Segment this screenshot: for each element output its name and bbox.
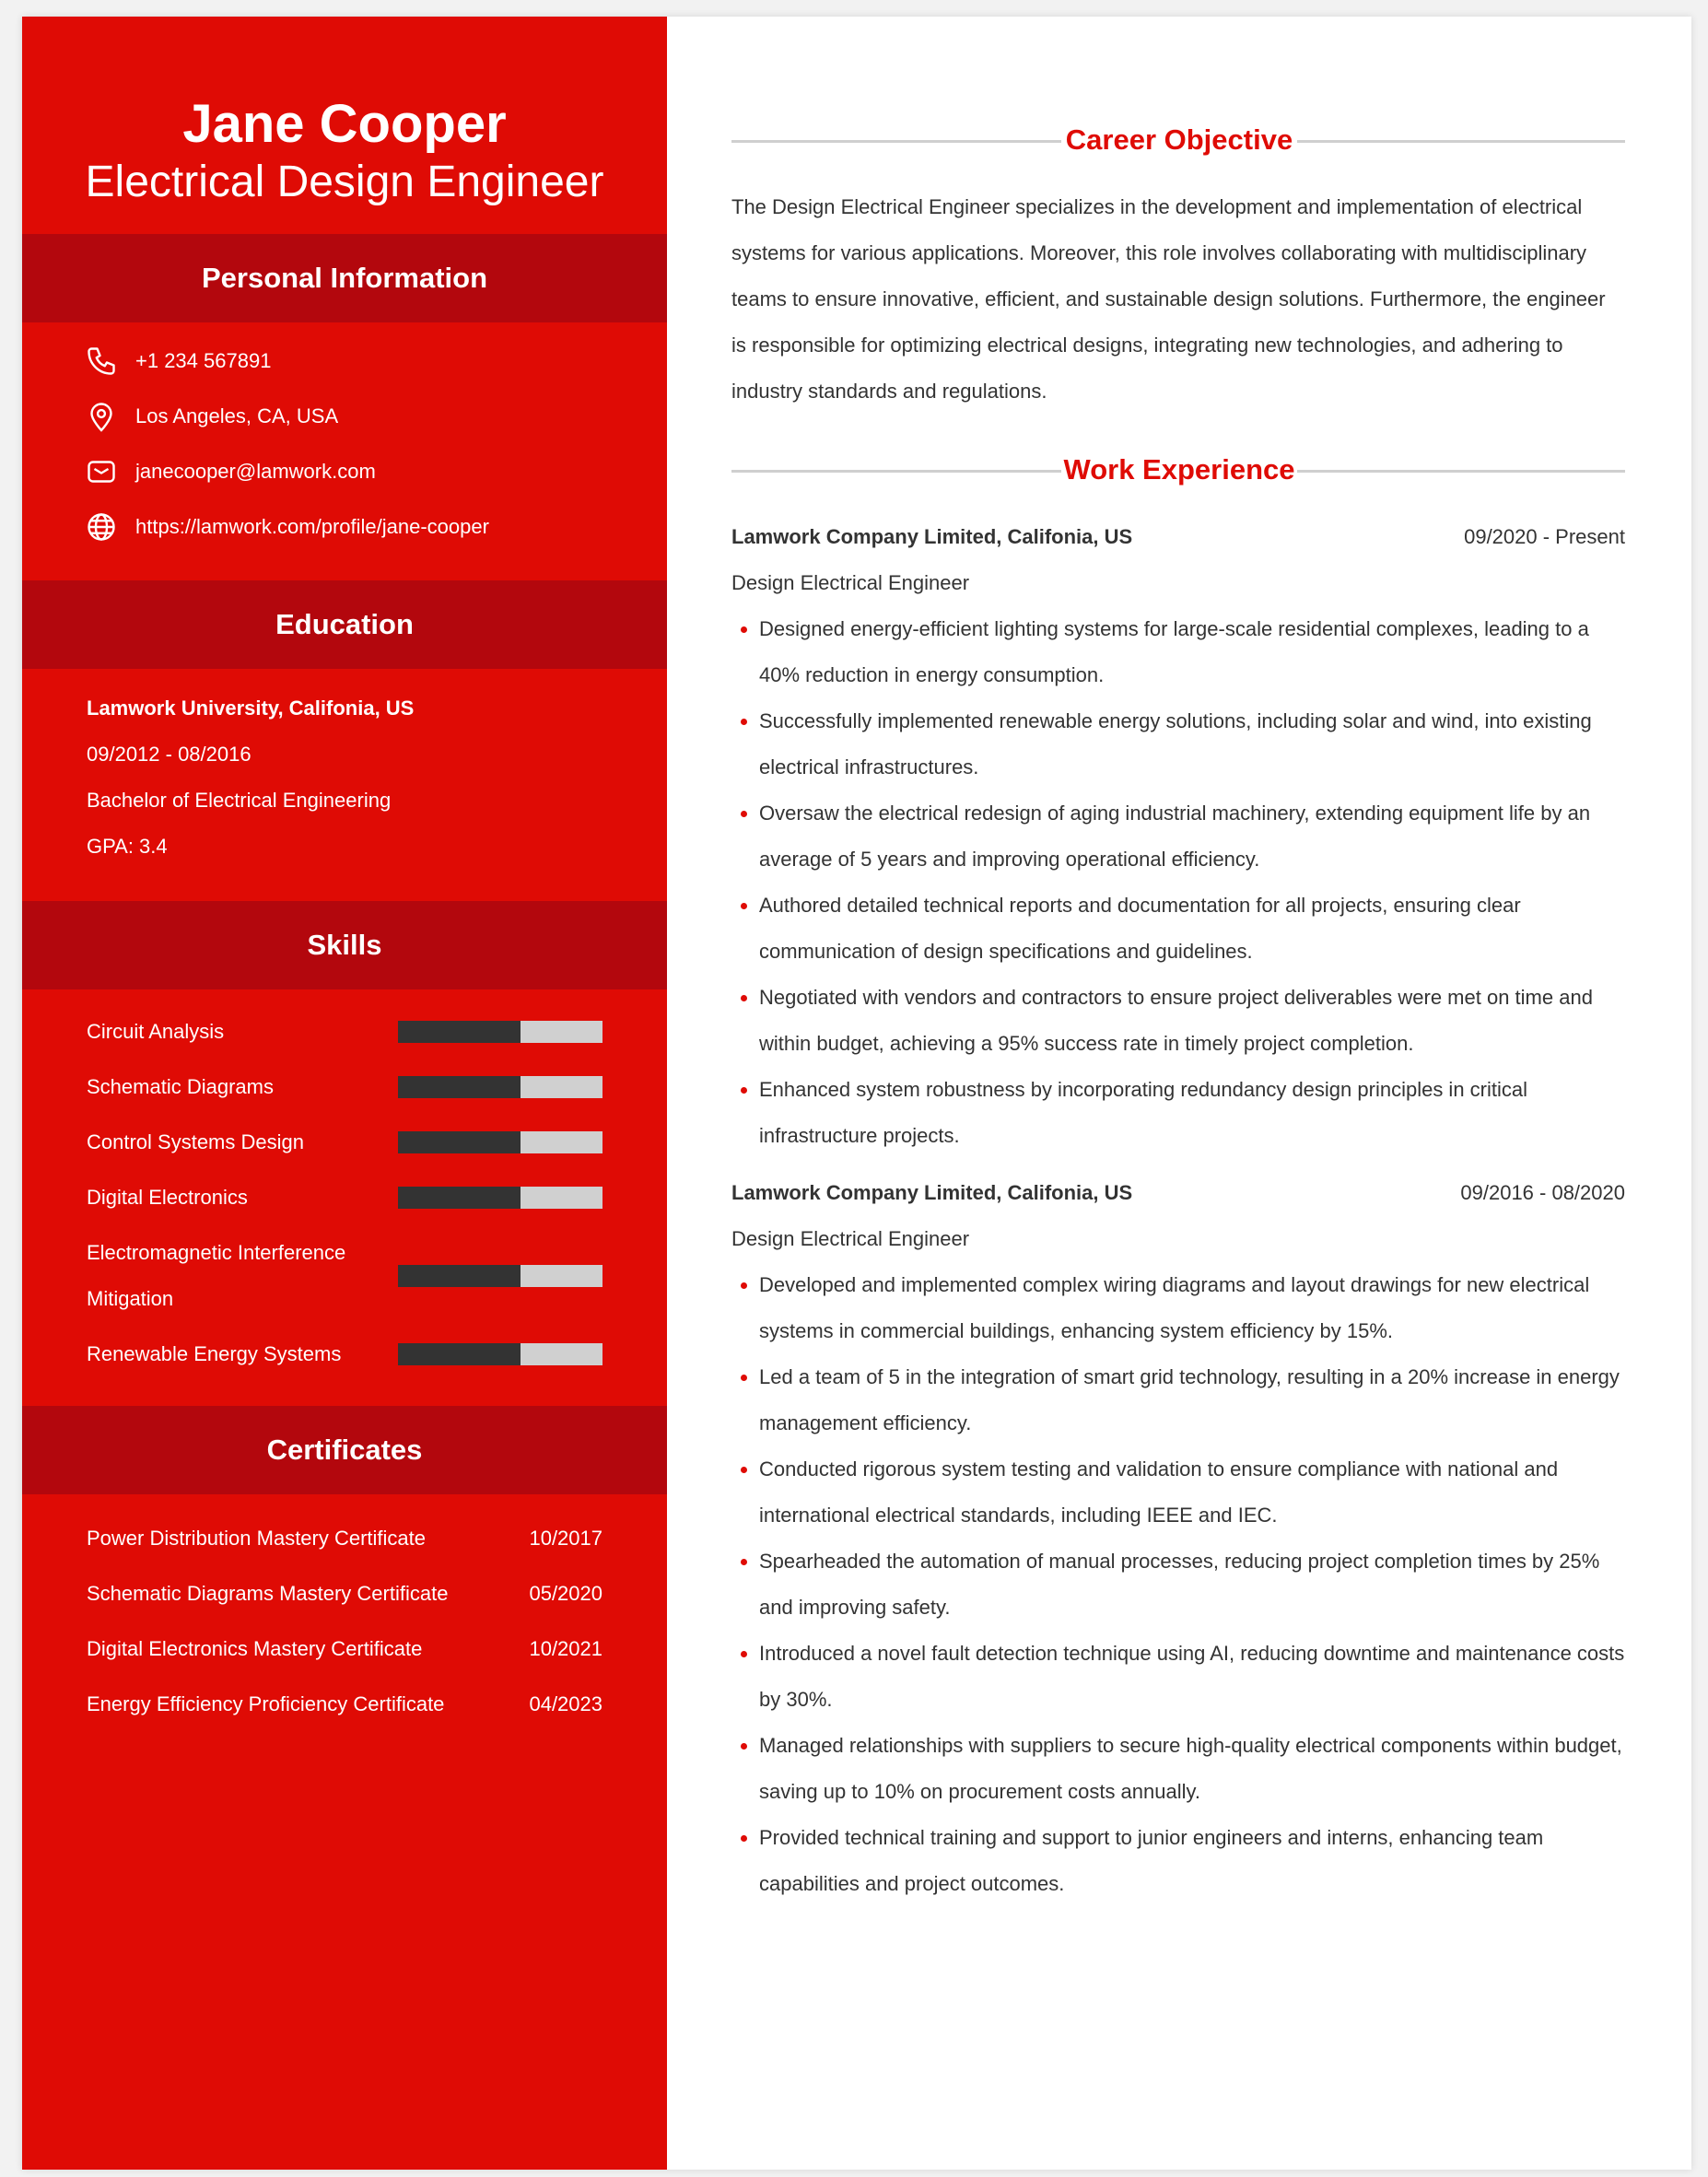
education-heading: Education	[22, 580, 667, 669]
website-text: https://lamwork.com/profile/jane-cooper	[135, 515, 489, 538]
achievement-item: Designed energy-efficient lighting systems for large-scale residential complexes, leading to a 40% reduction in energy consumption.	[731, 606, 1625, 698]
skill-name: Electromagnetic Interference Mitigation	[87, 1241, 346, 1310]
skill-name: Renewable Energy Systems	[87, 1342, 342, 1365]
achievement-item: Spearheaded the automation of manual processes, reducing project completion times by 25% and improving safety.	[731, 1539, 1625, 1631]
certificates-heading: Certificates	[22, 1406, 667, 1494]
achievement-item: Negotiated with vendors and contractors to ensure project deliverables were met on time and within budget, achieving a 95% success rate in timely project completion.	[731, 975, 1625, 1067]
job-role: Design Electrical Engineer	[731, 1227, 970, 1250]
skill-level-bar	[398, 1076, 602, 1098]
education-dates: 09/2012 - 08/2016	[87, 743, 252, 766]
job-company: Lamwork Company Limited, Califonia, US	[731, 1181, 1133, 1204]
section-divider	[1297, 140, 1625, 143]
certificate-date: 10/2021	[529, 1637, 602, 1660]
achievement-item: Oversaw the electrical redesign of aging industrial machinery, extending equipment life by an average of 5 years and improving operational efficiency.	[731, 790, 1625, 883]
location-text: Los Angeles, CA, USA	[135, 404, 339, 427]
skill-name: Control Systems Design	[87, 1130, 304, 1153]
contact-location	[84, 398, 338, 435]
job-company: Lamwork Company Limited, Califonia, US	[731, 525, 1133, 548]
resume-page	[22, 17, 1691, 2170]
skill-level-fill	[398, 1131, 521, 1153]
certificate-date: 04/2023	[529, 1692, 602, 1715]
skill-level-bar	[398, 1021, 602, 1043]
candidate-title: Electrical Design Engineer	[85, 158, 604, 206]
career-objective-heading: Career Objective	[1065, 123, 1293, 156]
globe-icon	[84, 509, 119, 544]
skill-name: Digital Electronics	[87, 1186, 248, 1209]
email-text: janecooper@lamwork.com	[135, 460, 376, 483]
email-icon	[84, 454, 119, 489]
achievement-item: Authored detailed technical reports and documentation for all projects, ensuring clear communication of design specifications and guidelines.	[731, 883, 1625, 975]
achievement-item: Developed and implemented complex wiring diagrams and layout drawings for new electrical systems in commercial buildings, enhancing system efficiency by 15%.	[731, 1262, 1625, 1354]
certificate-date: 10/2017	[529, 1527, 602, 1550]
contact-phone	[84, 343, 271, 380]
skill-level-bar	[398, 1187, 602, 1209]
education-school: Lamwork University, Califonia, US	[87, 696, 415, 720]
skill-level-bar	[398, 1343, 602, 1365]
personal-info-heading: Personal Information	[22, 234, 667, 322]
skill-level-fill	[398, 1265, 521, 1287]
certificate-name: Energy Efficiency Proficiency Certificate	[87, 1692, 445, 1715]
location-pin-icon	[84, 399, 119, 434]
job-role: Design Electrical Engineer	[731, 571, 970, 594]
skill-level-bar	[398, 1265, 602, 1287]
education-degree: Bachelor of Electrical Engineering	[87, 789, 392, 812]
section-divider	[731, 140, 1061, 143]
section-divider	[1297, 470, 1625, 473]
skill-level-fill	[398, 1021, 521, 1043]
main-content	[667, 17, 1691, 2170]
achievement-item: Introduced a novel fault detection technique using AI, reducing downtime and maintenance costs by 30%.	[731, 1631, 1625, 1723]
achievement-item: Conducted rigorous system testing and validation to ensure compliance with national and international electrical standards, including IEEE and IEC.	[731, 1446, 1625, 1539]
skill-level-fill	[398, 1076, 521, 1098]
career-objective-text: The Design Electrical Engineer specializes in the development and implementation of electrical systems for various applications. Moreover, this role involves collaborating with multidisciplinary teams to ensure innovative, efficient, and sustainable design solutions. Furthermore, the engineer is responsible for optimizing electrical designs, integrating new technologies, and adhering to industry standards and regulations.	[731, 195, 1606, 403]
job-achievements	[731, 606, 1625, 1159]
achievement-item: Led a team of 5 in the integration of smart grid technology, resulting in a 20% increase in energy management efficiency.	[731, 1354, 1625, 1446]
skill-level-bar	[398, 1131, 602, 1153]
candidate-name: Jane Cooper	[182, 94, 507, 154]
achievement-item: Managed relationships with suppliers to secure high-quality electrical components within budget, saving up to 10% on procurement costs annually.	[731, 1723, 1625, 1815]
phone-icon	[84, 344, 119, 379]
certificate-name: Schematic Diagrams Mastery Certificate	[87, 1582, 449, 1605]
skill-name: Circuit Analysis	[87, 1020, 225, 1043]
phone-text: +1 234 567891	[135, 349, 272, 372]
skill-level-fill	[398, 1187, 521, 1209]
job-dates: 09/2020 - Present	[1464, 525, 1625, 548]
work-experience-heading: Work Experience	[1063, 453, 1295, 486]
certificate-name: Digital Electronics Mastery Certificate	[87, 1637, 423, 1660]
certificate-name: Power Distribution Mastery Certificate	[87, 1527, 427, 1550]
job-achievements	[731, 1262, 1625, 1907]
education-gpa: GPA: 3.4	[87, 835, 168, 858]
achievement-item: Successfully implemented renewable energy solutions, including solar and wind, into existing electrical infrastructures.	[731, 698, 1625, 790]
job-dates: 09/2016 - 08/2020	[1460, 1181, 1625, 1204]
achievement-item: Provided technical training and support to junior engineers and interns, enhancing team capabilities and project outcomes.	[731, 1815, 1625, 1907]
certificate-date: 05/2020	[529, 1582, 602, 1605]
achievement-item: Enhanced system robustness by incorporating redundancy design principles in critical infrastructure projects.	[731, 1067, 1625, 1159]
contact-email	[84, 453, 376, 490]
contact-website	[84, 509, 489, 545]
skill-level-fill	[398, 1343, 521, 1365]
skill-name: Schematic Diagrams	[87, 1075, 274, 1098]
sidebar	[22, 17, 667, 2170]
skills-heading: Skills	[22, 901, 667, 989]
section-divider	[731, 470, 1061, 473]
